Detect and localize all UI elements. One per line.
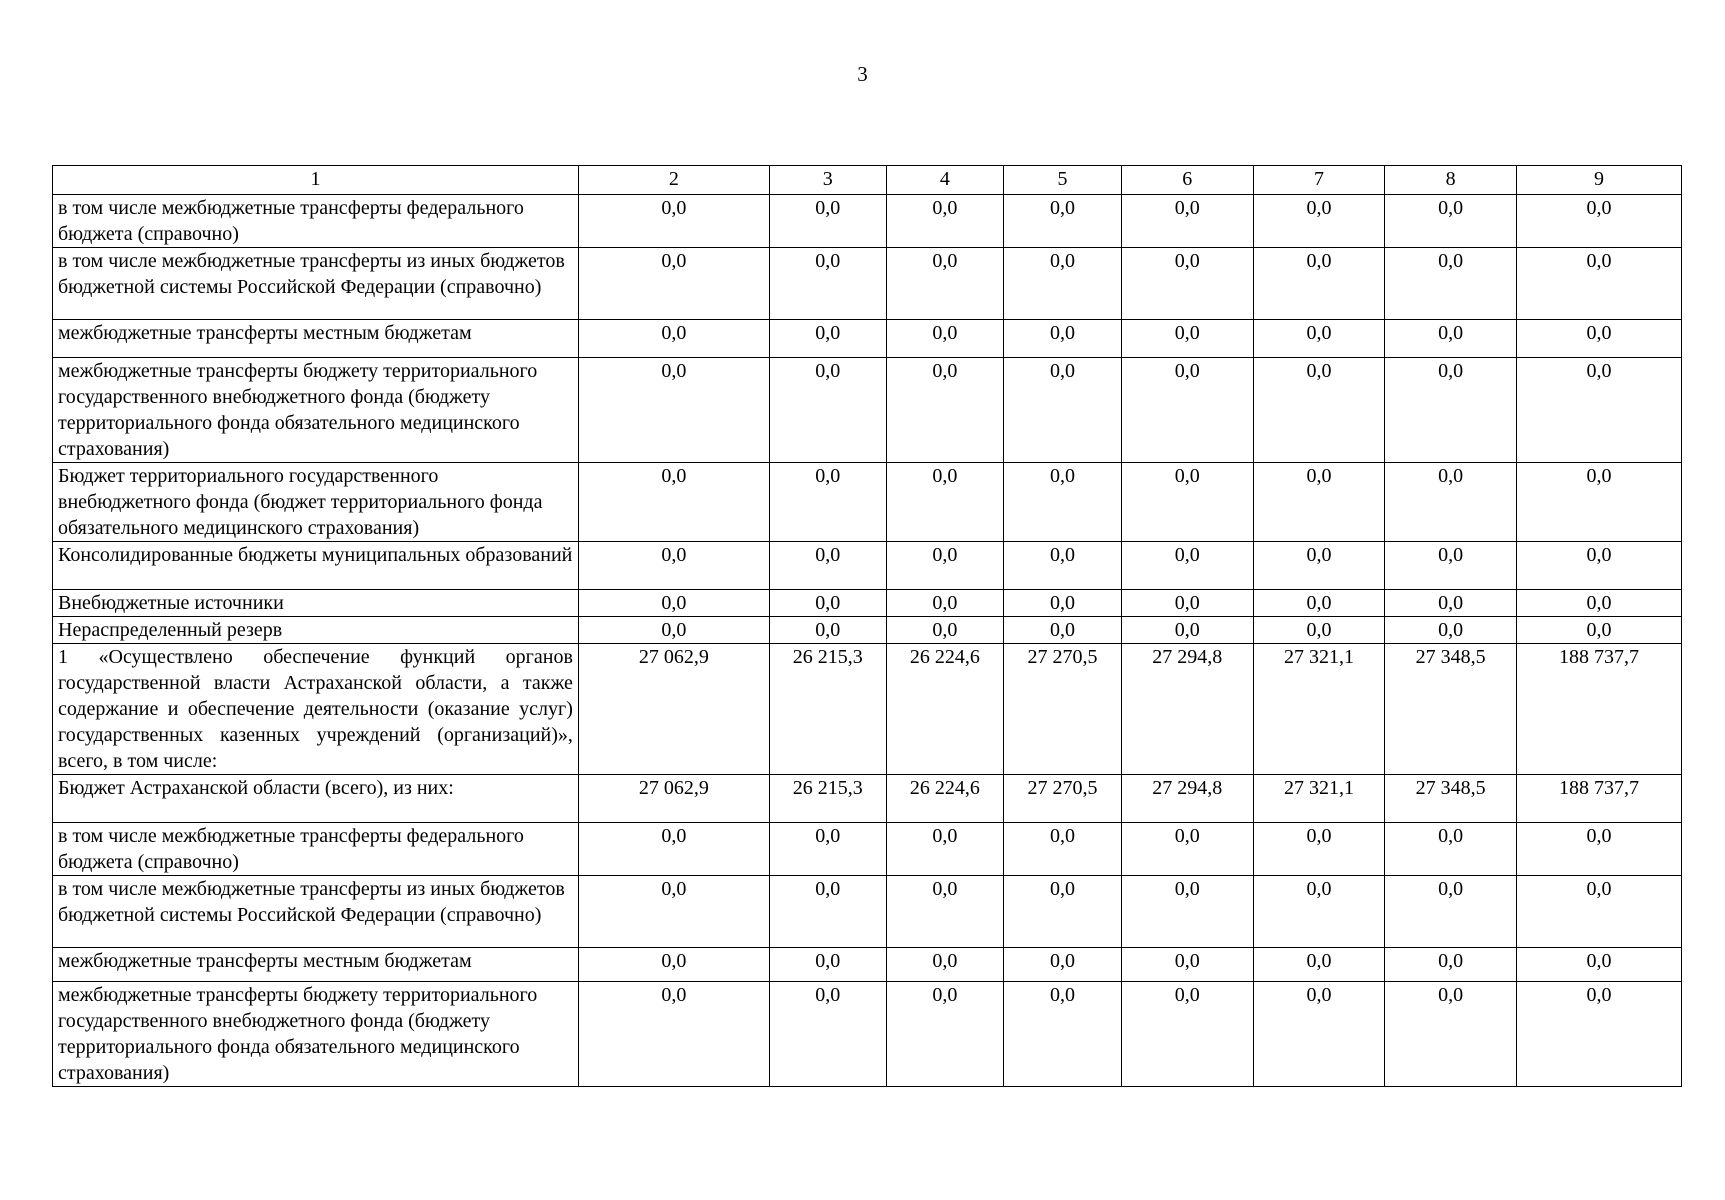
value-cell: 0,0	[1253, 617, 1385, 644]
value-cell: 0,0	[1121, 590, 1253, 617]
table-body	[53, 195, 1682, 1087]
value-cell: 0,0	[769, 248, 886, 320]
value-cell: 0,0	[769, 320, 886, 358]
value-cell: 0,0	[886, 320, 1004, 358]
value-cell: 0,0	[1004, 358, 1122, 463]
value-cell: 0,0	[1385, 876, 1517, 948]
value-cell: 0,0	[1517, 876, 1682, 948]
column-header: 3	[769, 166, 886, 195]
value-cell: 0,0	[1004, 982, 1122, 1087]
value-cell: 0,0	[578, 542, 769, 590]
value-cell: 0,0	[769, 358, 886, 463]
value-cell: 27 294,8	[1121, 775, 1253, 823]
value-cell: 0,0	[578, 590, 769, 617]
value-cell: 0,0	[1517, 823, 1682, 876]
value-cell: 0,0	[886, 590, 1004, 617]
value-cell: 27 348,5	[1385, 644, 1517, 775]
value-cell: 0,0	[1253, 248, 1385, 320]
value-cell: 0,0	[769, 876, 886, 948]
value-cell: 0,0	[1121, 463, 1253, 542]
column-header: 9	[1517, 166, 1682, 195]
value-cell: 26 224,6	[886, 775, 1004, 823]
value-cell: 27 270,5	[1004, 644, 1122, 775]
value-cell: 0,0	[1004, 542, 1122, 590]
value-cell: 27 062,9	[578, 775, 769, 823]
value-cell: 0,0	[578, 195, 769, 248]
column-header: 4	[886, 166, 1004, 195]
value-cell: 188 737,7	[1517, 775, 1682, 823]
value-cell: 0,0	[1004, 617, 1122, 644]
value-cell: 0,0	[1253, 542, 1385, 590]
row-label: 1 «Осуществлено обеспечение функций органов государственной власти Астраханской области, а также содержание и обеспечение деятельности (оказание услуг) государственных казенных учреждений (организаций)», всего, в том числе:	[53, 644, 579, 775]
row-label: Бюджет территориального государственного внебюджетного фонда (бюджет территориального фонда обязательного медицинского страхования)	[53, 463, 579, 542]
value-cell: 26 224,6	[886, 644, 1004, 775]
value-cell: 0,0	[886, 823, 1004, 876]
value-cell: 0,0	[1517, 463, 1682, 542]
value-cell: 0,0	[886, 948, 1004, 982]
table-row	[53, 248, 1682, 320]
table-row	[53, 617, 1682, 644]
table-row	[53, 590, 1682, 617]
value-cell: 0,0	[1517, 195, 1682, 248]
value-cell: 0,0	[1385, 590, 1517, 617]
value-cell: 0,0	[886, 358, 1004, 463]
value-cell: 0,0	[1253, 358, 1385, 463]
row-label: межбюджетные трансферты местным бюджетам	[53, 948, 579, 982]
value-cell: 0,0	[1121, 542, 1253, 590]
value-cell: 0,0	[578, 823, 769, 876]
value-cell: 0,0	[578, 463, 769, 542]
value-cell: 0,0	[1004, 463, 1122, 542]
value-cell: 0,0	[1385, 320, 1517, 358]
table-row	[53, 463, 1682, 542]
value-cell: 0,0	[886, 876, 1004, 948]
value-cell: 0,0	[886, 248, 1004, 320]
page-number: 3	[857, 62, 868, 86]
table-row	[53, 320, 1682, 358]
row-label: межбюджетные трансферты бюджету территориального государственного внебюджетного фонда (бюджету территориального фонда обязательного медицинского страхования)	[53, 982, 579, 1087]
value-cell: 188 737,7	[1517, 644, 1682, 775]
value-cell: 0,0	[1253, 948, 1385, 982]
value-cell: 0,0	[1121, 948, 1253, 982]
table-row	[53, 982, 1682, 1087]
column-header: 1	[53, 166, 579, 195]
value-cell: 0,0	[1517, 982, 1682, 1087]
value-cell: 0,0	[1385, 195, 1517, 248]
table-row	[53, 948, 1682, 982]
row-label: в том числе межбюджетные трансферты из иных бюджетов бюджетной системы Российской Федерации (справочно)	[53, 248, 579, 320]
table-row	[53, 358, 1682, 463]
row-label: Консолидированные бюджеты муниципальных образований	[53, 542, 579, 590]
value-cell: 0,0	[1517, 358, 1682, 463]
value-cell: 0,0	[1004, 876, 1122, 948]
header-row	[53, 166, 1682, 195]
value-cell: 0,0	[578, 248, 769, 320]
value-cell: 26 215,3	[769, 775, 886, 823]
value-cell: 0,0	[1253, 590, 1385, 617]
column-header: 8	[1385, 166, 1517, 195]
value-cell: 0,0	[886, 542, 1004, 590]
value-cell: 0,0	[1253, 195, 1385, 248]
value-cell: 0,0	[1253, 876, 1385, 948]
value-cell: 0,0	[886, 195, 1004, 248]
row-label: Бюджет Астраханской области (всего), из них:	[53, 775, 579, 823]
table-row	[53, 542, 1682, 590]
value-cell: 0,0	[769, 590, 886, 617]
value-cell: 0,0	[1517, 542, 1682, 590]
value-cell: 0,0	[1385, 617, 1517, 644]
table-row	[53, 823, 1682, 876]
row-label: в том числе межбюджетные трансферты федерального бюджета (справочно)	[53, 823, 579, 876]
value-cell: 0,0	[769, 982, 886, 1087]
row-label: межбюджетные трансферты бюджету территориального государственного внебюджетного фонда (бюджету территориального фонда обязательного медицинского страхования)	[53, 358, 579, 463]
value-cell: 27 270,5	[1004, 775, 1122, 823]
value-cell: 0,0	[1004, 590, 1122, 617]
value-cell: 27 321,1	[1253, 775, 1385, 823]
value-cell: 0,0	[578, 948, 769, 982]
value-cell: 0,0	[578, 617, 769, 644]
value-cell: 0,0	[1517, 617, 1682, 644]
value-cell: 0,0	[1253, 823, 1385, 876]
value-cell: 0,0	[1385, 463, 1517, 542]
value-cell: 0,0	[1121, 823, 1253, 876]
value-cell: 0,0	[769, 463, 886, 542]
row-label: межбюджетные трансферты местным бюджетам	[53, 320, 579, 358]
budget-table	[52, 165, 1682, 1087]
value-cell: 0,0	[886, 982, 1004, 1087]
value-cell: 0,0	[1385, 823, 1517, 876]
value-cell: 0,0	[769, 195, 886, 248]
table-row	[53, 876, 1682, 948]
value-cell: 0,0	[1121, 320, 1253, 358]
column-header: 5	[1004, 166, 1122, 195]
value-cell: 0,0	[886, 463, 1004, 542]
value-cell: 0,0	[1253, 463, 1385, 542]
value-cell: 0,0	[1121, 195, 1253, 248]
value-cell: 0,0	[769, 617, 886, 644]
column-header: 6	[1121, 166, 1253, 195]
value-cell: 0,0	[886, 617, 1004, 644]
value-cell: 0,0	[1385, 948, 1517, 982]
value-cell: 0,0	[1253, 320, 1385, 358]
value-cell: 0,0	[1517, 590, 1682, 617]
value-cell: 0,0	[769, 948, 886, 982]
value-cell: 27 321,1	[1253, 644, 1385, 775]
value-cell: 0,0	[1517, 248, 1682, 320]
value-cell: 0,0	[1004, 823, 1122, 876]
value-cell: 0,0	[1004, 195, 1122, 248]
value-cell: 0,0	[1517, 948, 1682, 982]
value-cell: 0,0	[578, 876, 769, 948]
row-label: Внебюджетные источники	[53, 590, 579, 617]
value-cell: 0,0	[1121, 982, 1253, 1087]
table-row	[53, 775, 1682, 823]
value-cell: 0,0	[769, 542, 886, 590]
value-cell: 0,0	[1385, 248, 1517, 320]
value-cell: 0,0	[578, 982, 769, 1087]
value-cell: 0,0	[1121, 876, 1253, 948]
value-cell: 0,0	[1253, 982, 1385, 1087]
column-header: 2	[578, 166, 769, 195]
value-cell: 0,0	[1121, 358, 1253, 463]
value-cell: 27 294,8	[1121, 644, 1253, 775]
table-row	[53, 644, 1682, 775]
value-cell: 0,0	[1385, 542, 1517, 590]
row-label: в том числе межбюджетные трансферты из иных бюджетов бюджетной системы Российской Федерации (справочно)	[53, 876, 579, 948]
value-cell: 0,0	[578, 358, 769, 463]
value-cell: 26 215,3	[769, 644, 886, 775]
value-cell: 0,0	[1004, 320, 1122, 358]
value-cell: 0,0	[1385, 982, 1517, 1087]
value-cell: 27 062,9	[578, 644, 769, 775]
value-cell: 0,0	[1121, 248, 1253, 320]
value-cell: 0,0	[1517, 320, 1682, 358]
value-cell: 0,0	[578, 320, 769, 358]
value-cell: 0,0	[1004, 948, 1122, 982]
table-row	[53, 195, 1682, 248]
row-label: Нераспределенный резерв	[53, 617, 579, 644]
value-cell: 27 348,5	[1385, 775, 1517, 823]
row-label: в том числе межбюджетные трансферты федерального бюджета (справочно)	[53, 195, 579, 248]
value-cell: 0,0	[769, 823, 886, 876]
column-header: 7	[1253, 166, 1385, 195]
value-cell: 0,0	[1004, 248, 1122, 320]
value-cell: 0,0	[1121, 617, 1253, 644]
value-cell: 0,0	[1385, 358, 1517, 463]
